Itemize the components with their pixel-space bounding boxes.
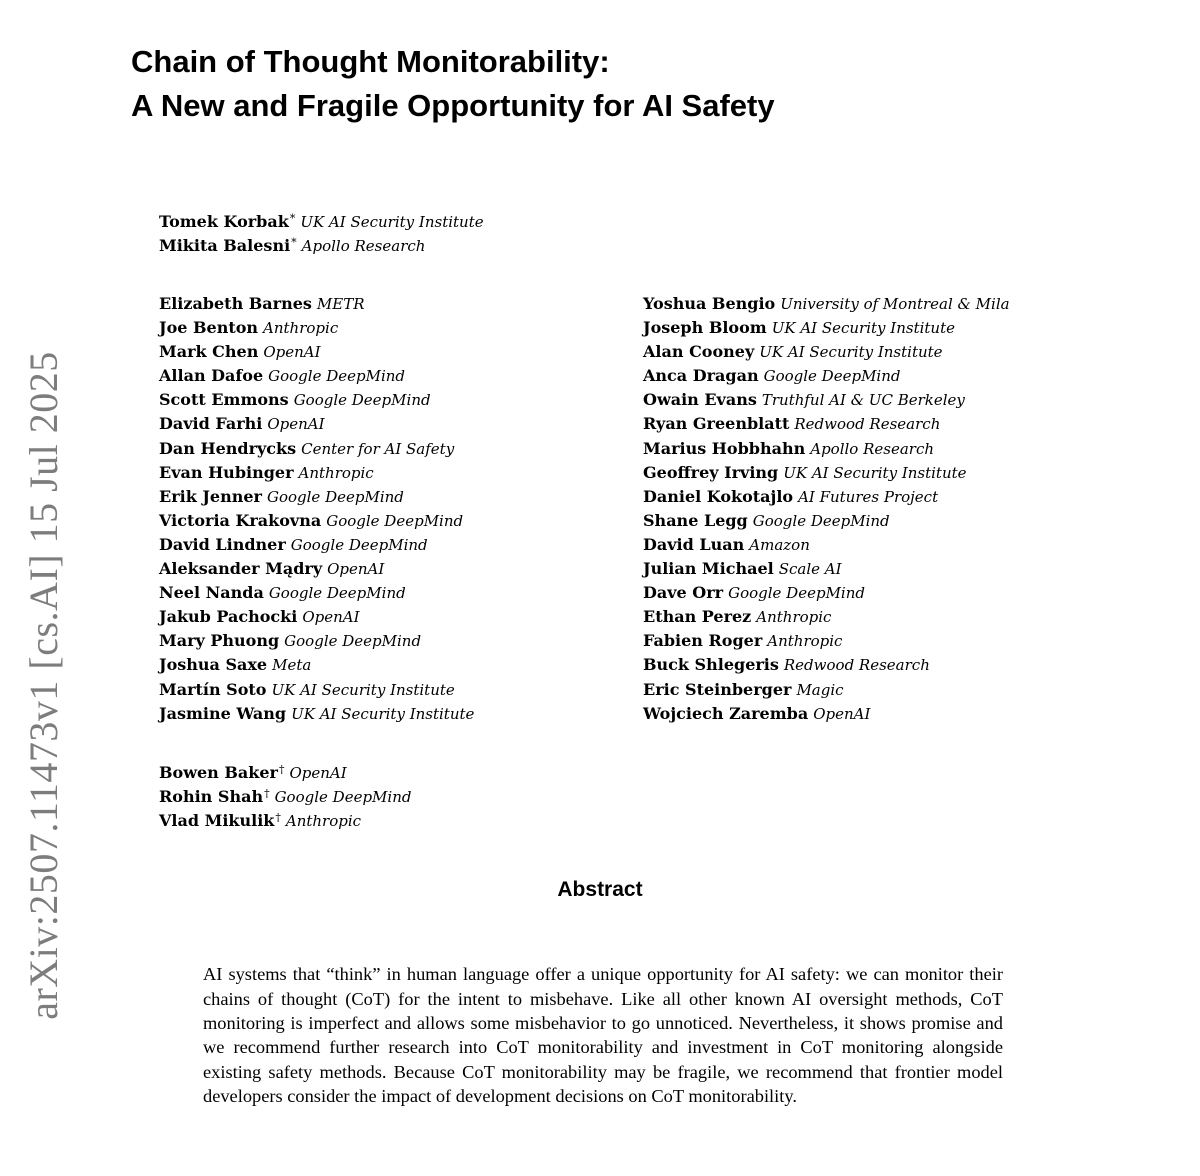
author-name: Scott Emmons: [159, 390, 289, 410]
author-affiliation: Anthropic: [263, 319, 339, 338]
author-affiliation: OpenAI: [289, 764, 347, 782]
author-footnote-mark: †: [278, 763, 285, 776]
author-name: Owain Evans: [643, 390, 757, 410]
author-name: Fabien Roger: [643, 631, 763, 651]
author-affiliation: Google DeepMind: [268, 367, 406, 386]
author-entry: [643, 509, 1010, 533]
author-affiliation: OpenAI: [302, 608, 360, 627]
author-entry: [159, 485, 474, 509]
author-affiliation: Redwood Research: [794, 415, 941, 434]
author-affiliation: Anthropic: [298, 463, 374, 482]
author-entry: [159, 292, 474, 316]
authors-right-column: [643, 292, 1010, 726]
author-name: Neel Nanda: [159, 583, 264, 603]
author-entry: [643, 437, 1010, 461]
author-name: David Luan: [643, 534, 745, 554]
author-entry: [159, 678, 474, 702]
author-entry: [643, 581, 1010, 605]
author-affiliation: Google DeepMind: [290, 535, 428, 554]
abstract-text: AI systems that “think” in human language offer a unique opportunity for AI safety: we can monitor their chains of thought (CoT) for the intent to misbehave. Like all other known AI oversight methods, CoT monitoring is imperfect and allows some misbehavior to go unnoticed. Nevertheless, it shows promise and we recommend further research into CoT monitorability and investment in CoT monitoring alongside existing safety methods. Because CoT monitorability may be fragile, we recommend that frontier model developers consider the impact of development decisions on CoT monitorability.: [203, 964, 1003, 1106]
author-affiliation: Apollo Research: [810, 439, 935, 458]
author-entry: [159, 234, 484, 258]
author-affiliation: OpenAI: [813, 704, 871, 723]
paper-title: [131, 40, 775, 128]
author-affiliation: UK AI Security Institute: [271, 680, 455, 699]
author-name: Anca Dragan: [643, 366, 759, 386]
authors-left-column: [159, 292, 474, 726]
author-affiliation: Google DeepMind: [268, 584, 406, 603]
author-name: Evan Hubinger: [159, 462, 294, 482]
author-entry: [643, 388, 1010, 412]
author-affiliation: UK AI Security Institute: [291, 704, 475, 723]
author-entry: [159, 316, 474, 340]
author-affiliation: Google DeepMind: [274, 788, 412, 807]
author-affiliation: METR: [316, 295, 365, 313]
author-name: Ethan Perez: [643, 607, 752, 627]
author-entry: [643, 653, 1010, 677]
author-affiliation: Anthropic: [767, 632, 843, 651]
author-entry: [643, 485, 1010, 509]
arxiv-identifier-stamp: [8, 340, 78, 1030]
author-affiliation: Anthropic: [285, 812, 362, 831]
author-affiliation: OpenAI: [263, 343, 321, 362]
author-name: Shane Legg: [643, 510, 748, 530]
author-entry: [643, 364, 1010, 388]
author-affiliation: UK AI Security Institute: [783, 463, 967, 482]
author-affiliation: Amazon: [749, 535, 810, 554]
author-affiliation: OpenAI: [327, 560, 385, 579]
author-name: Jakub Pachocki: [159, 607, 298, 627]
author-name: Dave Orr: [643, 583, 724, 603]
author-entry: [643, 533, 1010, 557]
author-entry: [159, 437, 474, 461]
author-entry: [643, 629, 1010, 653]
author-name: Mary Phuong: [159, 631, 280, 651]
author-name: Victoria Krakovna: [159, 510, 322, 530]
author-entry: [159, 461, 474, 485]
author-entry: [643, 461, 1010, 485]
author-entry: [159, 509, 474, 533]
author-name: Wojciech Zaremba: [643, 703, 809, 723]
author-name: Daniel Kokotajlo: [643, 486, 794, 506]
paper-title-line-1: Chain of Thought Monitorability:: [131, 44, 610, 79]
author-entry: [159, 210, 484, 234]
author-entry: [159, 629, 474, 653]
author-entry: [159, 605, 474, 629]
author-entry: [159, 557, 474, 581]
paper-title-line-2: A New and Fragile Opportunity for AI Safety: [131, 88, 775, 123]
author-name: Erik Jenner: [159, 486, 262, 506]
author-name: Yoshua Bengio: [643, 294, 776, 313]
author-affiliation: Magic: [796, 680, 844, 699]
author-name: Jasmine Wang: [159, 703, 287, 723]
author-entry: [159, 761, 411, 785]
author-entry: [159, 340, 474, 364]
author-affiliation: Google DeepMind: [266, 487, 404, 506]
lead-authors-list: [159, 210, 484, 258]
author-name: Mikita Balesni: [159, 236, 291, 256]
author-footnote-mark: †: [264, 787, 270, 801]
author-name: Aleksander Mądry: [159, 559, 323, 579]
author-affiliation: UK AI Security Institute: [300, 213, 484, 231]
author-name: Joe Benton: [159, 318, 259, 338]
author-name: Martín Soto: [159, 679, 267, 699]
author-entry: [643, 412, 1010, 436]
author-entry: [159, 412, 474, 436]
author-entry: [159, 702, 474, 726]
author-name: Dan Hendrycks: [159, 438, 297, 458]
author-name: Marius Hobbhahn: [643, 438, 806, 458]
author-name: David Farhi: [159, 414, 263, 434]
author-name: Mark Chen: [159, 342, 259, 362]
author-entry: [643, 557, 1010, 581]
abstract-heading: Abstract: [557, 878, 643, 901]
author-name: Buck Shlegeris: [643, 655, 779, 675]
author-entry: [643, 605, 1010, 629]
author-name: Allan Dafoe: [159, 366, 264, 386]
author-affiliation: Anthropic: [756, 608, 832, 627]
author-affiliation: Google DeepMind: [284, 632, 422, 651]
author-name: Joshua Saxe: [159, 655, 268, 675]
author-affiliation: Meta: [272, 656, 312, 675]
author-affiliation: Google DeepMind: [763, 367, 901, 386]
author-name: Alan Cooney: [643, 342, 755, 362]
author-name: Julian Michael: [643, 559, 774, 579]
author-name: Ryan Greenblatt: [643, 414, 790, 434]
author-affiliation: Redwood Research: [783, 656, 930, 675]
author-entry: [643, 678, 1010, 702]
author-name: Geoffrey Irving: [643, 462, 779, 482]
arxiv-identifier-text: arXiv:2507.11473v1 [cs.AI] 15 Jul 2025: [20, 350, 66, 1020]
author-affiliation: Google DeepMind: [752, 511, 890, 530]
author-entry: [159, 785, 411, 809]
author-name: David Lindner: [159, 534, 286, 554]
author-affiliation: UK AI Security Institute: [759, 343, 943, 362]
author-entry: [643, 340, 1010, 364]
author-name: Vlad Mikulik: [159, 811, 275, 831]
author-affiliation: UK AI Security Institute: [771, 319, 955, 338]
author-name: Tomek Korbak: [159, 212, 289, 231]
author-affiliation: Google DeepMind: [293, 391, 431, 410]
author-affiliation: AI Futures Project: [798, 487, 939, 506]
author-name: Rohin Shah: [159, 787, 264, 807]
author-entry: [643, 316, 1010, 340]
author-entry: [159, 388, 474, 412]
author-entry: [643, 292, 1010, 316]
author-entry: [643, 702, 1010, 726]
author-affiliation: Google DeepMind: [728, 584, 865, 603]
author-name: Joseph Bloom: [643, 318, 767, 338]
author-affiliation: Scale AI: [778, 560, 842, 579]
senior-authors-list: [159, 761, 411, 833]
author-entry: [159, 364, 474, 388]
author-affiliation: Truthful AI & UC Berkeley: [761, 391, 965, 410]
author-entry: [159, 809, 411, 833]
author-footnote-mark: *: [291, 236, 297, 250]
author-affiliation: University of Montreal & Mila: [780, 295, 1010, 313]
author-footnote-mark: †: [275, 811, 281, 825]
author-entry: [159, 653, 474, 677]
author-name: Eric Steinberger: [643, 679, 792, 699]
author-affiliation: OpenAI: [267, 415, 325, 434]
author-name: Bowen Baker: [159, 763, 278, 782]
author-affiliation: Google DeepMind: [326, 511, 464, 530]
author-name: Elizabeth Barnes: [159, 294, 312, 313]
author-footnote-mark: *: [289, 212, 296, 225]
author-entry: [159, 581, 474, 605]
author-entry: [159, 533, 474, 557]
author-affiliation: Apollo Research: [301, 237, 426, 256]
author-affiliation: Center for AI Safety: [301, 439, 455, 458]
